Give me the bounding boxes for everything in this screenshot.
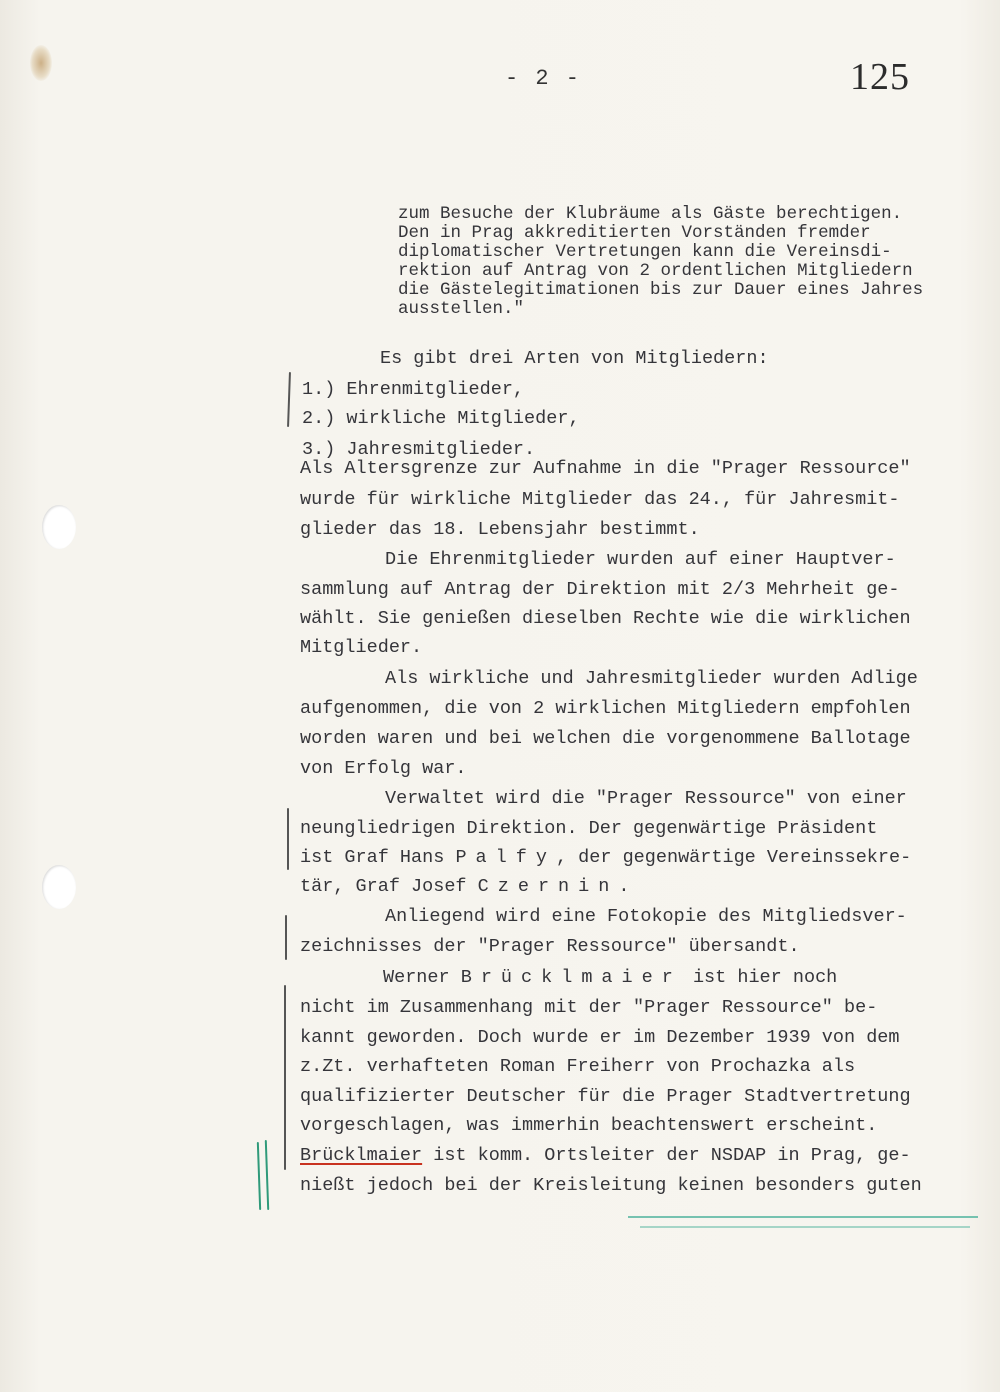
quote-line: ausstellen." — [398, 299, 525, 319]
body-text: tär, Graf Josef — [300, 876, 478, 897]
spaced-name-czernin: Czernin — [477, 876, 619, 897]
body-line: wählt. Sie genießen dieselben Rechte wie die wirklichen — [300, 608, 911, 629]
body-line: Als Altersgrenze zur Aufnahme in die "Prager Ressource" — [300, 458, 911, 479]
body-line: Anliegend wird eine Fotokopie des Mitgliedsver- — [385, 906, 907, 927]
body-line — [300, 876, 629, 898]
body-text: ist hier noch — [681, 967, 838, 988]
body-line: vorgeschlagen, was immerhin beachtenswert erscheint. — [300, 1115, 878, 1136]
body-line: wurde für wirkliche Mitglieder das 24., für Jahresmit- — [300, 489, 900, 510]
body-text: . — [618, 876, 630, 897]
margin-pencil-mark — [284, 985, 286, 1170]
quote-line: Den in Prag akkreditierten Vorständen fremder — [398, 223, 871, 243]
body-line: qualifizierter Deutscher für die Prager Stadtvertretung — [300, 1086, 911, 1107]
quote-line: diplomatischer Vertretungen kann die Vereinsdi- — [398, 242, 892, 262]
body-line: kannt geworden. Doch wurde er im Dezember 1939 von dem — [300, 1027, 900, 1048]
quote-line: die Gästelegitimationen bis zur Dauer eines Jahres — [398, 280, 924, 300]
punch-hole-top — [42, 505, 76, 549]
spaced-name-palfy: Palfy — [455, 847, 556, 868]
green-pencil-underline — [640, 1226, 970, 1228]
body-line: zeichnisses der "Prager Ressource" übersandt. — [300, 936, 800, 957]
body-line — [383, 967, 837, 989]
punch-hole-bottom — [42, 865, 76, 909]
folio-number: 125 — [850, 56, 910, 98]
page-number: - 2 - — [505, 66, 582, 91]
member-type-item: 3.) Jahresmitglieder. — [302, 439, 536, 460]
body-text: , der gegenwärtige Vereinssekre- — [555, 847, 912, 868]
body-line: Mitglieder. — [300, 637, 423, 658]
body-line: Als wirkliche und Jahresmitglieder wurden Adlige — [385, 668, 918, 689]
green-pencil-mark — [257, 1142, 261, 1210]
spaced-name-bruecklmaier: Brücklmaier — [460, 967, 682, 988]
body-line: nicht im Zusammenhang mit der "Prager Ressource" be- — [300, 997, 878, 1018]
rust-stain — [30, 45, 52, 81]
body-text: ist komm. Ortsleiter der NSDAP in Prag, ge- — [422, 1145, 911, 1166]
margin-pencil-mark — [285, 915, 287, 960]
members-intro: Es gibt drei Arten von Mitgliedern: — [380, 348, 769, 369]
body-line: worden waren und bei welchen die vorgenommene Ballotage — [300, 728, 911, 749]
body-line: Verwaltet wird die "Prager Ressource" von einer — [385, 788, 907, 809]
body-line: Die Ehrenmitglieder wurden auf einer Hauptver- — [385, 549, 896, 570]
margin-pencil-mark — [287, 808, 289, 870]
body-text: ist Graf Hans — [300, 847, 456, 868]
body-text: Werner — [383, 967, 461, 988]
underlined-name-bruecklmaier: Brücklmaier — [300, 1145, 423, 1166]
body-line: neungliedrigen Direktion. Der gegenwärtige Präsident — [300, 818, 878, 839]
green-pencil-underline — [628, 1216, 978, 1218]
body-line: sammlung auf Antrag der Direktion mit 2/3 Mehrheit ge- — [300, 579, 900, 600]
member-type-item: 1.) Ehrenmitglieder, — [302, 379, 525, 400]
body-line — [300, 1145, 911, 1167]
body-line: glieder das 18. Lebensjahr bestimmt. — [300, 519, 700, 540]
green-pencil-mark — [265, 1140, 269, 1210]
body-line: nießt jedoch bei der Kreisleitung keinen besonders guten — [300, 1175, 922, 1196]
quote-line: rektion auf Antrag von 2 ordentlichen Mitgliedern — [398, 261, 913, 281]
body-line: von Erfolg war. — [300, 758, 467, 779]
margin-pencil-mark — [287, 372, 291, 427]
body-line: z.Zt. verhafteten Roman Freiherr von Prochazka als — [300, 1056, 856, 1077]
quote-line: zum Besuche der Klubräume als Gäste berechtigen. — [398, 204, 903, 224]
body-line: aufgenommen, die von 2 wirklichen Mitgliedern empfohlen — [300, 698, 911, 719]
member-type-item: 2.) wirkliche Mitglieder, — [302, 408, 580, 429]
body-line — [300, 847, 911, 869]
